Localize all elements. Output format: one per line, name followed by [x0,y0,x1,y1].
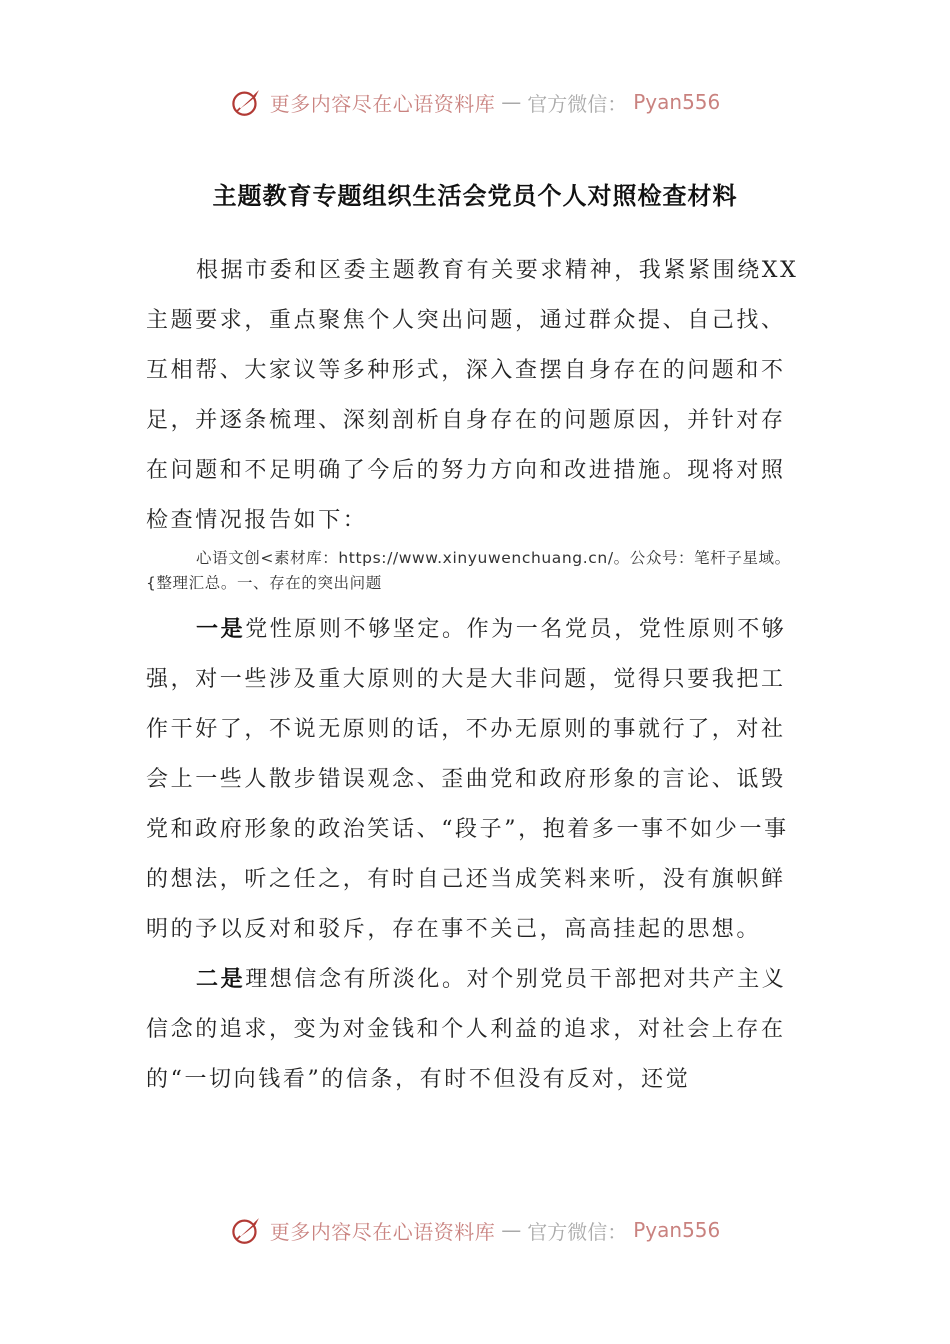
footer-contact-id: Pyan556 [633,1218,721,1242]
point-1-paragraph [146,605,801,955]
point-2-lead: 二是 [196,967,246,992]
document-title: 主题教育专题组织生活会党员个人对照检查材料 [212,182,738,210]
quill-logo-icon [230,1213,264,1247]
footer-contact-label: 官方微信： [527,1219,628,1244]
banner-content-footer [230,1213,721,1247]
header-banner [0,80,950,124]
footer-site-text: 更多内容尽在心语资料库 [269,1219,496,1244]
banner-content [230,85,721,119]
banner-site-text: 更多内容尽在心语资料库 [269,91,496,116]
document-body [146,246,801,1105]
footer-banner [0,1208,950,1252]
banner-contact-id: Pyan556 [633,90,721,114]
intro-paragraph: 根据市委和区委主题教育有关要求精神，我紧紧围绕XX主题要求，重点聚焦个人突出问题，通过群众提、自己找、互相帮、大家议等多种形式，深入查摆自身存在的问题和不足，并逐条梳理、深刻剖析自身存在的问题原因，并针对存在问题和不足明确了今后的努力方向和改进措施。现将对照检查情况报告如下： [146,258,799,533]
point-1-lead: 一是 [196,617,246,642]
point-2-body: 理想信念有所淡化。对个别党员干部把对共产主义信念的追求，变为对金钱和个人利益的追求，对社会上存在的“一切向钱看”的信条，有时不但没有反对，还觉 [146,967,787,1092]
source-note: 心语文创<素材库：https://www.xinyuwenchuang.cn/。公众号：笔杆子星域。{整理汇总。一、存在的突出问题 [146,549,791,592]
footer-separator: — [501,1218,522,1242]
banner-separator: — [501,90,522,114]
point-1-body: 党性原则不够坚定。作为一名党员，党性原则不够强，对一些涉及重大原则的大是大非问题，觉得只要我把工作干好了，不说无原则的话，不办无原则的事就行了，对社会上一些人散步错误观念、歪曲党和政府形象的言论、诋毁党和政府形象的政治笑话、“段子”，抱着多一事不如少一事的想法，听之任之，有时自己还当成笑料来听，没有旗帜鲜明的予以反对和驳斥，存在事不关己，高高挂起的思想。 [146,617,789,942]
point-2-paragraph [146,955,801,1105]
quill-logo-icon [230,85,264,119]
banner-contact-label: 官方微信： [527,91,628,116]
